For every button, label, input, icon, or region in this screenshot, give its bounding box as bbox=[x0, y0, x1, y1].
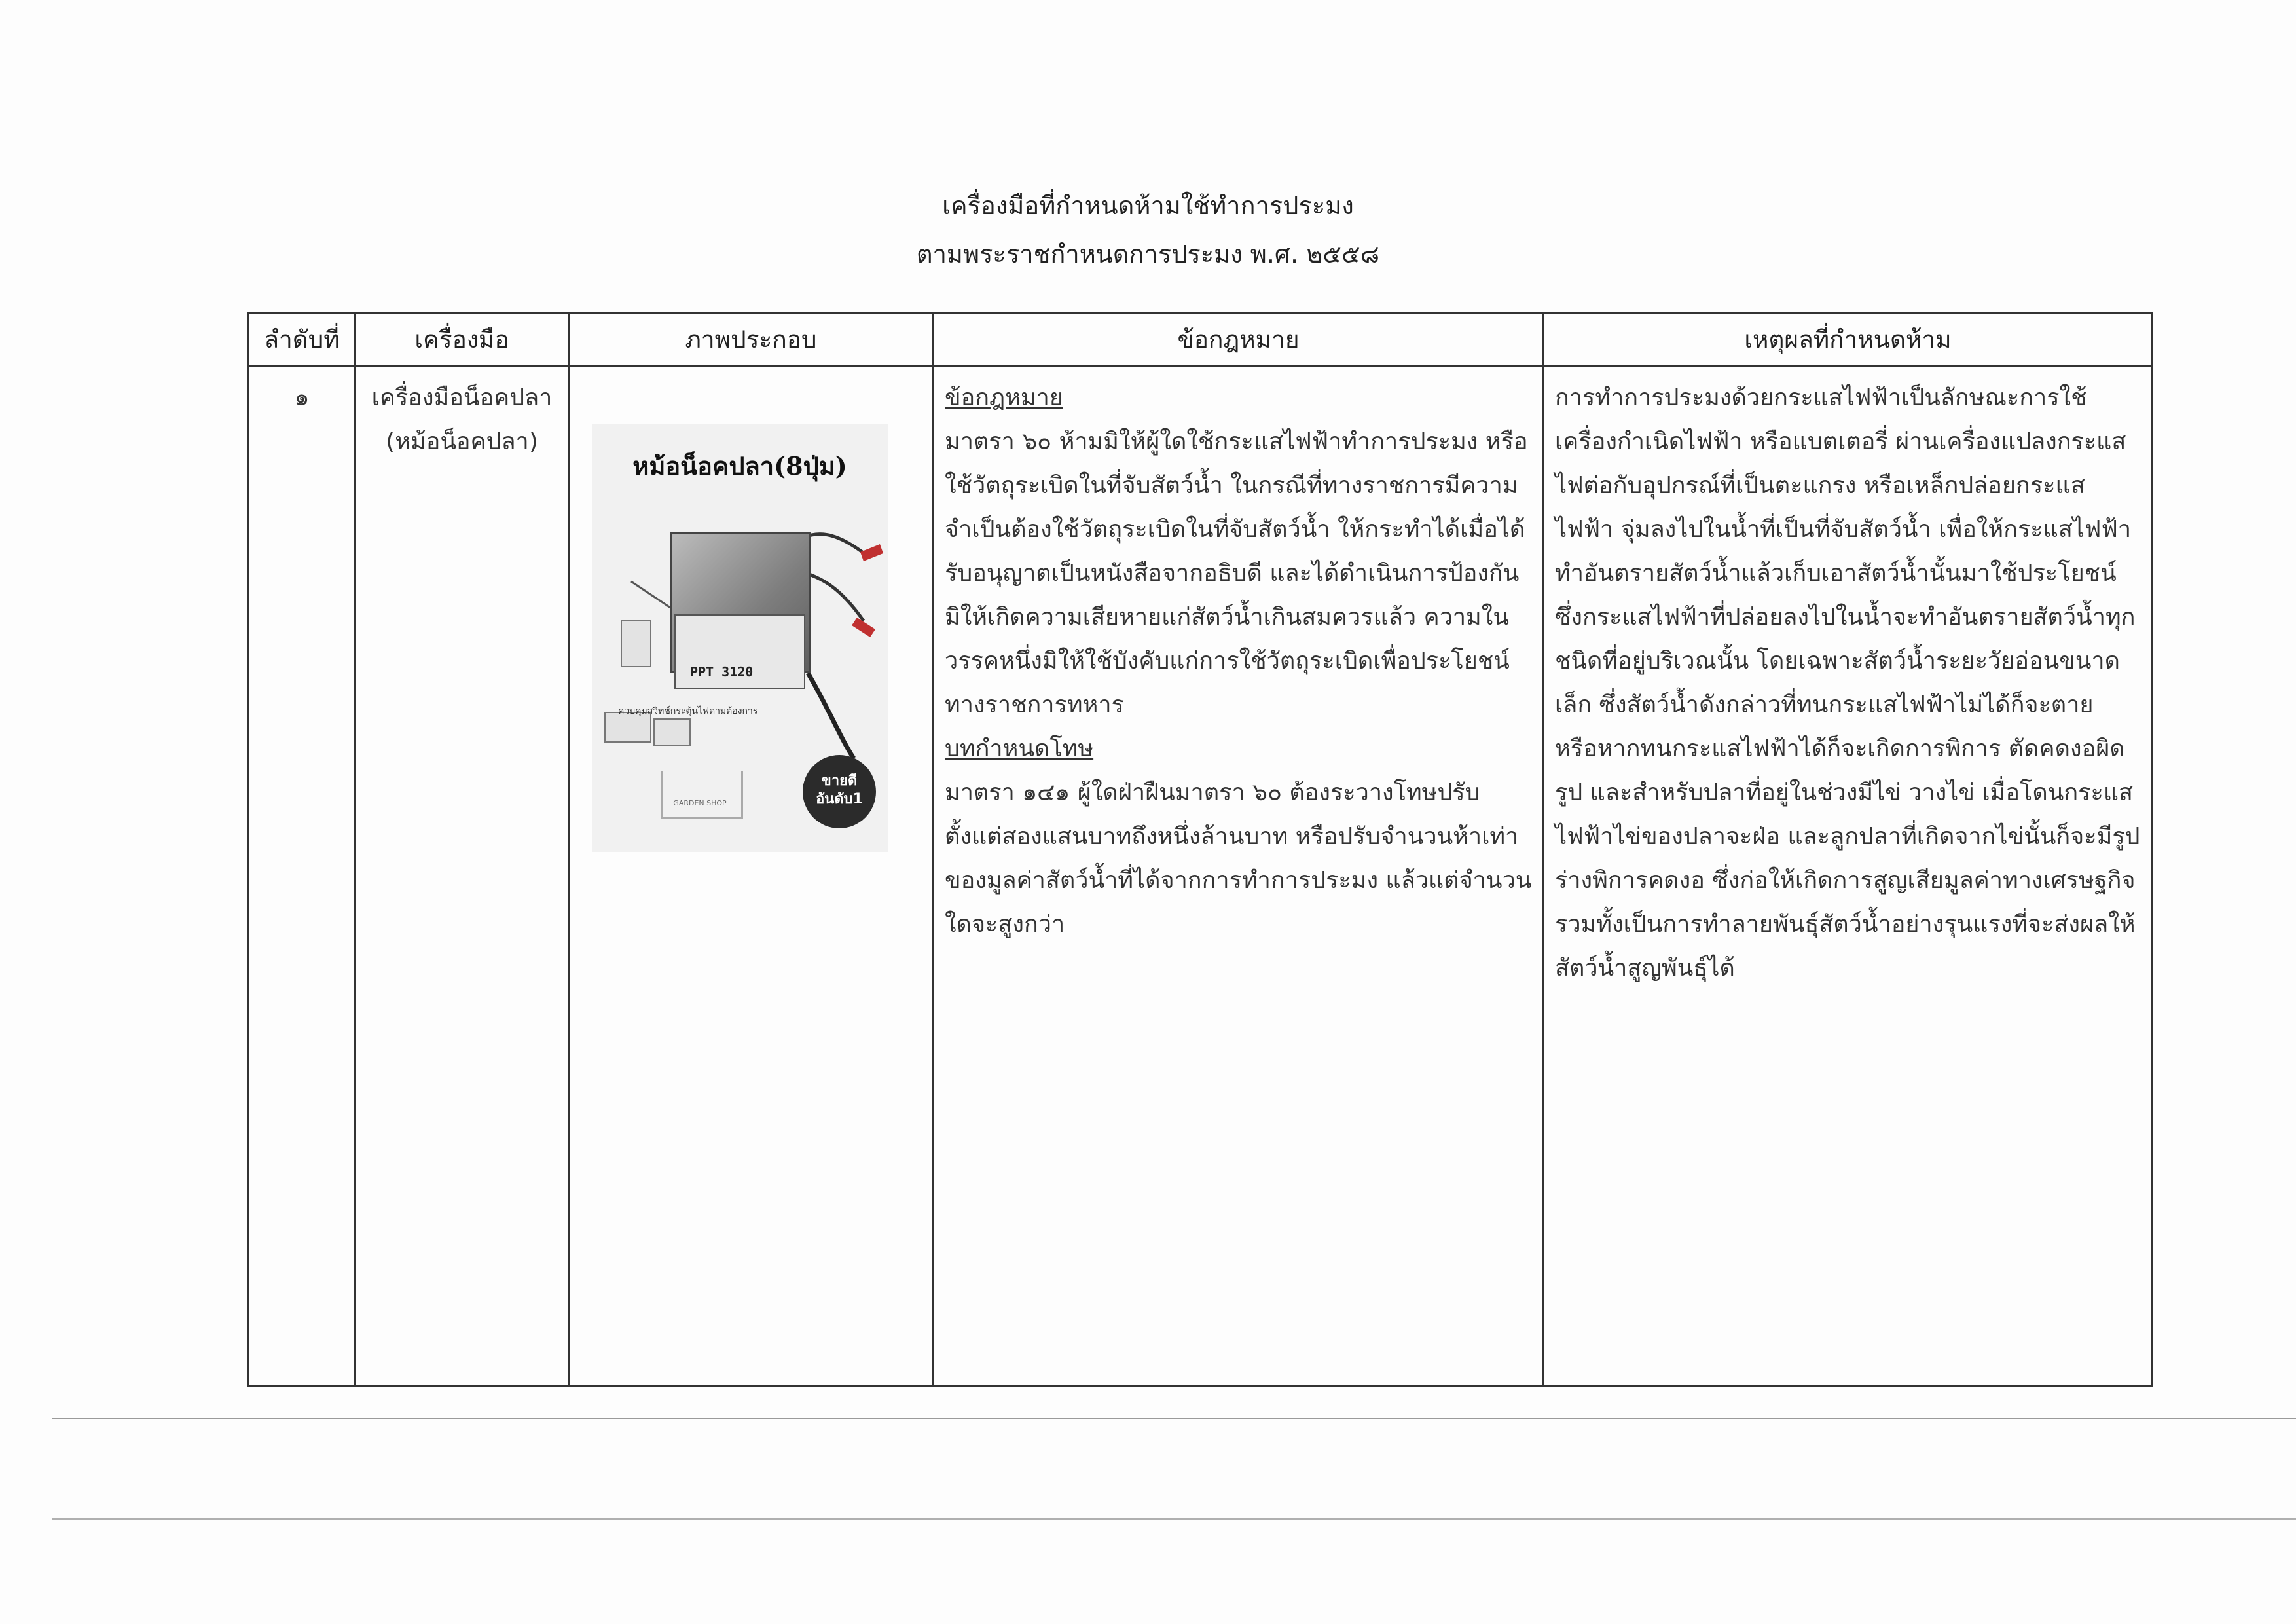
tool-alt-name: (หม้อน็อคปลา) bbox=[386, 428, 538, 455]
document-subtitle: ตามพระราชกำหนดการประมง พ.ศ. ๒๕๕๘ bbox=[916, 240, 1380, 268]
header-tool: เครื่องมือ bbox=[355, 313, 569, 366]
image-cell bbox=[569, 366, 934, 1386]
device-model-label: PPT 3120 bbox=[690, 664, 754, 680]
table-header-row bbox=[249, 313, 2153, 366]
law-cell bbox=[934, 366, 1544, 1386]
badge-line2: อันดับ1 bbox=[816, 791, 863, 807]
header-no: ลำดับที่ bbox=[249, 313, 355, 366]
tool-name: เครื่องมือน็อคปลา bbox=[371, 384, 553, 411]
fish-shocker-photo bbox=[592, 424, 888, 852]
reason-text: การทำการประมงด้วยกระแสไฟฟ้าเป็นลักษณะการใช้เครื่องกำเนิดไฟฟ้า หรือแบตเตอรี่ ผ่านเครื่องแปลงกระแสไฟต่อกับอุปกรณ์ที่เป็นตะแกรง หรือเหล็กปล่อยกระแสไฟฟ้า จุ่มลงไปในน้ำที่เป็นที่จับสัตว์น้ำ เพื่อให้กระแสไฟฟ้าทำอันตรายสัตว์น้ำแล้วเก็บเอาสัตว์น้ำนั้นมาใช้ประโยชน์ ซึ่งกระแสไฟฟ้าที่ปล่อยลงไปในน้ำจะทำอันตรายสัตว์น้ำทุกชนิดที่อยู่บริเวณนั้น โดยเฉพาะสัตว์น้ำระยะวัยอ่อนขนาดเล็ก ซึ่งสัตว์น้ำดังกล่าวที่ทนกระแสไฟฟ้าไม่ได้ก็จะตาย หรือหากทนกระแสไฟฟ้าได้ก็จะเกิดการพิการ ตัดคดงอผิดรูป และสำหรับปลาที่อยู่ในช่วงมีไข่ วางไข่ เมื่อโดนกระแสไฟฟ้าไข่ของปลาจะฝ่อ และลูกปลาที่เกิดจากไข่นั้นก็จะมีรูปร่างพิการคดงอ ซึ่งก่อให้เกิดการสูญเสียมูลค่าทางเศรษฐกิจ รวมทั้งเป็นการทำลายพันธุ์สัตว์น้ำอย่างรุนแรงที่จะส่งผลให้สัตว์น้ำสูญพันธุ์ได้ bbox=[1555, 384, 2140, 982]
photo-caption: ควบคุมสวิทช์กระตุ้นไฟตามต้องการ bbox=[618, 706, 758, 716]
photo-title: หม้อน็อคปลา(8ปุ่ม) bbox=[632, 451, 847, 481]
header-law: ข้อกฎหมาย bbox=[934, 313, 1544, 366]
prohibited-tools-table bbox=[247, 312, 2153, 1387]
table-row bbox=[249, 366, 2153, 1386]
badge-line1: ขายดี bbox=[821, 773, 858, 789]
reason-cell bbox=[1544, 366, 2153, 1386]
law-heading: ข้อกฎหมาย bbox=[945, 384, 1063, 411]
document-title: เครื่องมือที่กำหนดห้ามใช้ทำการประมง bbox=[942, 191, 1354, 220]
header-image: ภาพประกอบ bbox=[569, 313, 934, 366]
header-reason: เหตุผลที่กำหนดห้าม bbox=[1544, 313, 2153, 366]
tool-cell bbox=[355, 366, 569, 1386]
penalty-text: มาตรา ๑๔๑ ผู้ใดฝ่าฝืนมาตรา ๖๐ ต้องระวางโทษปรับตั้งแต่สองแสนบาทถึงหนึ่งล้านบาท หรือปรับจำนวนห้าเท่าของมูลค่าสัตว์น้ำที่ได้จากการทำการประมง แล้วแต่จำนวนใดจะสูงกว่า bbox=[945, 779, 1532, 938]
scan-edge-line-lower bbox=[52, 1518, 2296, 1520]
law-text: มาตรา ๖๐ ห้ามมิให้ผู้ใดใช้กระแสไฟฟ้าทำการประมง หรือใช้วัตถุระเบิดในที่จับสัตว์น้ำ ในกรณีที่ทางราชการมีความจำเป็นต้องใช้วัตถุระเบิดในที่จับสัตว์น้ำ ให้กระทำได้เมื่อได้รับอนุญาตเป็นหนังสือจากอธิบดี และได้ดำเนินการป้องกันมิให้เกิดความเสียหายแก่สัตว์น้ำเกินสมควรแล้ว ความในวรรคหนึ่งมิให้ใช้บังคับแก่การใช้วัตถุระเบิดเพื่อประโยชน์ทางราชการทหาร bbox=[945, 428, 1528, 718]
shop-label: GARDEN SHOP bbox=[673, 799, 727, 807]
bestseller-badge bbox=[803, 755, 876, 828]
scan-edge-line bbox=[52, 1418, 2296, 1419]
penalty-heading: บทกำหนดโทษ bbox=[945, 735, 1094, 762]
row-number: ๑ bbox=[249, 366, 355, 1386]
